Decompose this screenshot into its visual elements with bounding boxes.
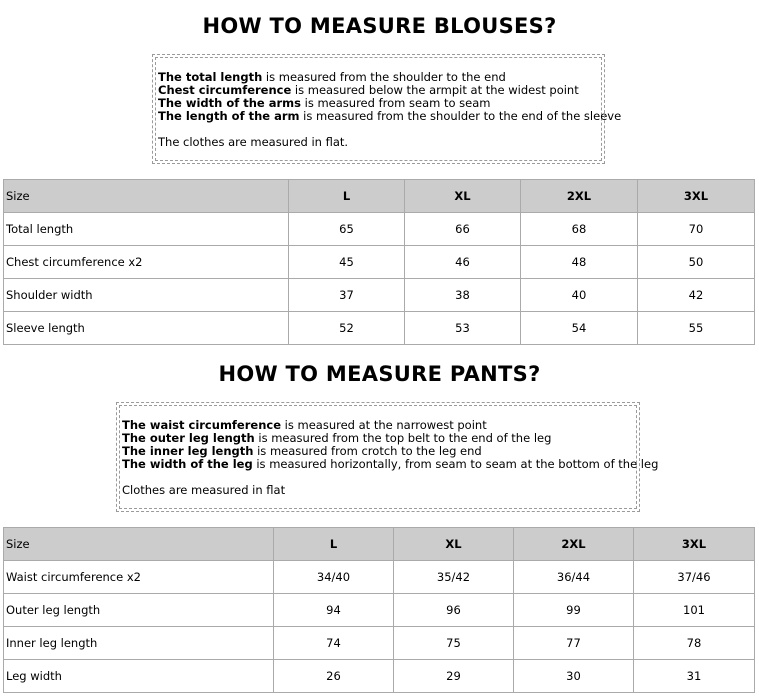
row-label: Shoulder width	[4, 279, 289, 312]
instruction-term: The width of the arms	[158, 96, 301, 110]
table-cell: 46	[405, 246, 521, 279]
table-header-row	[4, 180, 755, 213]
instruction-text: is measured from the top belt to the end of the leg	[254, 431, 552, 445]
instruction-term: The width of the leg	[122, 457, 253, 471]
column-header: Size	[4, 180, 289, 213]
table-cell: 35/42	[394, 561, 514, 594]
column-header: Size	[4, 528, 274, 561]
instruction-term: The inner leg length	[122, 444, 254, 458]
table-cell: 29	[394, 660, 514, 693]
table-cell: 96	[394, 594, 514, 627]
column-header: 2XL	[521, 180, 638, 213]
table-cell: 48	[521, 246, 638, 279]
row-label: Waist circumference x2	[4, 561, 274, 594]
table-row	[4, 561, 755, 594]
row-label: Inner leg length	[4, 627, 274, 660]
table-cell: 52	[289, 312, 405, 345]
blouses-size-table	[3, 179, 755, 345]
table-cell: 50	[638, 246, 755, 279]
column-header: XL	[394, 528, 514, 561]
table-row	[4, 213, 755, 246]
table-cell: 40	[521, 279, 638, 312]
table-cell: 55	[638, 312, 755, 345]
measure-note: Clothes are measured in flat	[122, 483, 286, 497]
row-label: Chest circumference x2	[4, 246, 289, 279]
row-label: Outer leg length	[4, 594, 274, 627]
table-row	[4, 312, 755, 345]
instruction-text: is measured from seam to seam	[300, 96, 491, 110]
table-header-row	[4, 528, 755, 561]
pants-size-table	[3, 527, 755, 693]
instruction-line	[158, 109, 622, 123]
table-cell: 78	[634, 627, 755, 660]
instruction-text: is measured from the shoulder to the end	[262, 70, 506, 84]
instruction-text: is measured at the narrowest point	[281, 418, 487, 432]
pants-instructions-box	[119, 405, 659, 509]
blouses-instructions-box	[155, 57, 622, 161]
table-cell: 53	[405, 312, 521, 345]
table-cell: 37	[289, 279, 405, 312]
column-header: XL	[405, 180, 521, 213]
table-row	[4, 660, 755, 693]
row-label: Sleeve length	[4, 312, 289, 345]
row-label: Total length	[4, 213, 289, 246]
instruction-text: is measured horizontally, from seam to seam at the bottom of the leg	[252, 457, 659, 471]
table-cell: 45	[289, 246, 405, 279]
table-cell: 65	[289, 213, 405, 246]
table-cell: 54	[521, 312, 638, 345]
measure-note: The clothes are measured in flat.	[158, 135, 349, 149]
table-cell: 101	[634, 594, 755, 627]
table-cell: 34/40	[274, 561, 394, 594]
pants-heading: HOW TO MEASURE PANTS?	[218, 362, 541, 386]
instruction-term: Chest circumference	[158, 83, 292, 97]
instruction-line	[122, 457, 659, 471]
table-cell: 94	[274, 594, 394, 627]
table-cell: 31	[634, 660, 755, 693]
instruction-term: The total length	[158, 70, 263, 84]
blouses-heading: HOW TO MEASURE BLOUSES?	[202, 14, 557, 38]
instruction-text: is measured from the shoulder to the end of the sleeve	[299, 109, 622, 123]
table-cell: 36/44	[514, 561, 634, 594]
instruction-term: The waist circumference	[122, 418, 282, 432]
column-header: L	[289, 180, 405, 213]
table-cell: 66	[405, 213, 521, 246]
table-row	[4, 279, 755, 312]
table-cell: 68	[521, 213, 638, 246]
instruction-term: The outer leg length	[122, 431, 255, 445]
row-label: Leg width	[4, 660, 274, 693]
table-cell: 38	[405, 279, 521, 312]
table-cell: 75	[394, 627, 514, 660]
table-cell: 37/46	[634, 561, 755, 594]
column-header: 3XL	[634, 528, 755, 561]
instruction-text: is measured below the armpit at the widest point	[291, 83, 579, 97]
table-cell: 30	[514, 660, 634, 693]
table-row	[4, 627, 755, 660]
table-cell: 99	[514, 594, 634, 627]
instruction-text: is measured from crotch to the leg end	[253, 444, 482, 458]
instruction-term: The length of the arm	[158, 109, 300, 123]
column-header: L	[274, 528, 394, 561]
table-cell: 70	[638, 213, 755, 246]
table-cell: 42	[638, 279, 755, 312]
column-header: 3XL	[638, 180, 755, 213]
table-row	[4, 594, 755, 627]
table-cell: 74	[274, 627, 394, 660]
table-row	[4, 246, 755, 279]
table-cell: 26	[274, 660, 394, 693]
table-cell: 77	[514, 627, 634, 660]
column-header: 2XL	[514, 528, 634, 561]
